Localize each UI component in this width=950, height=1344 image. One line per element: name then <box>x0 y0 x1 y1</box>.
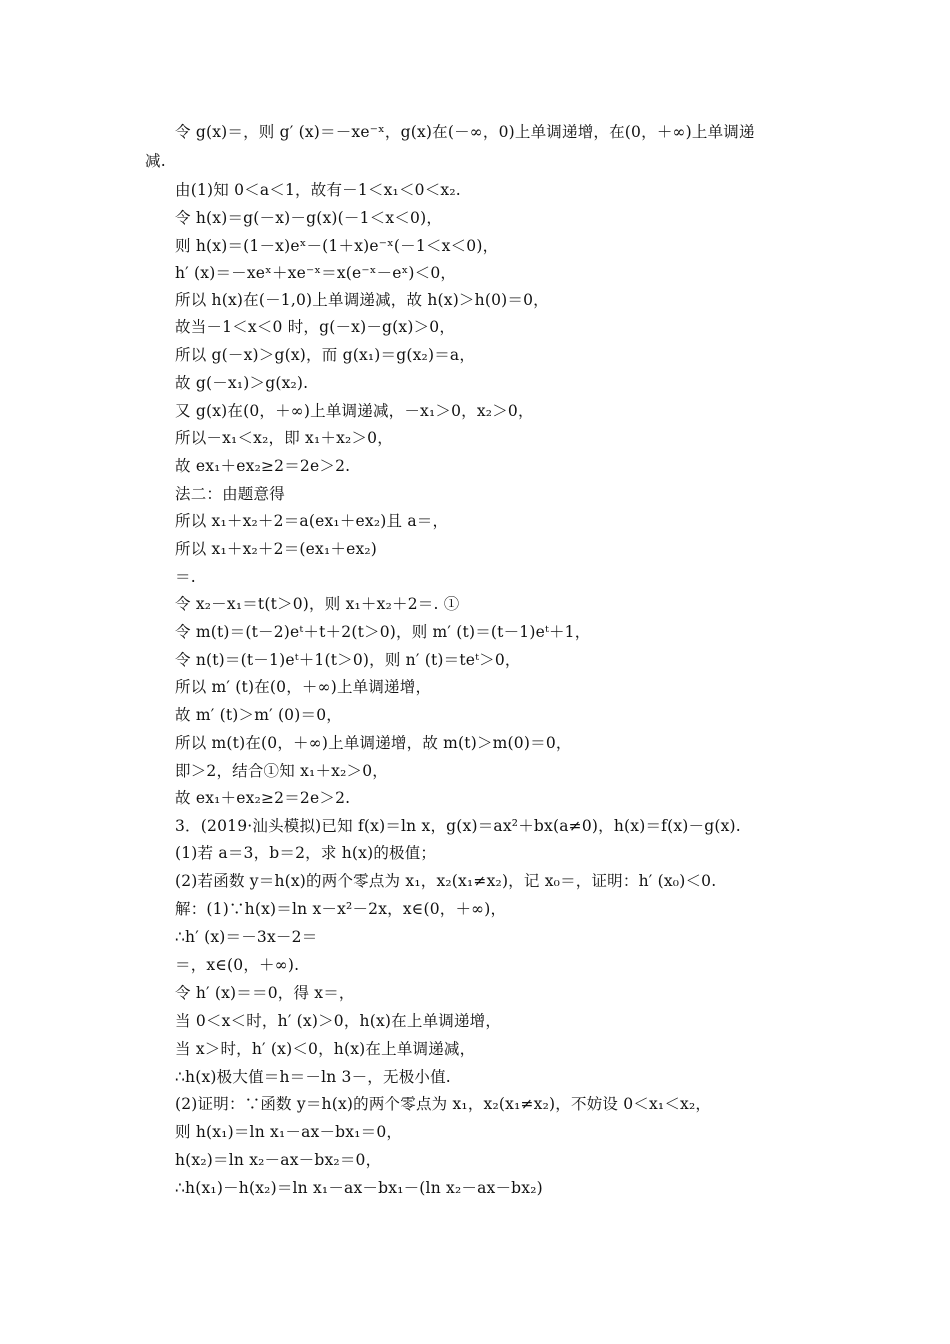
problem-statement: 3．(2019·汕头模拟)已知 f(x)＝ln x，g(x)＝ax²＋bx(a≠0)，h(x)＝f(x)－g(x). <box>175 817 741 835</box>
text-line: 当 x＞时，h′ (x)＜0，h(x)在上单调递减， <box>175 1040 476 1058</box>
text-line: 所以－x₁＜x₂，即 x₁＋x₂＞0， <box>175 429 393 447</box>
text-line: 所以 m′ (t)在(0，＋∞)上单调递增， <box>175 678 432 696</box>
text-line: 故 ex₁＋ex₂≥2＝2e＞2. <box>175 457 351 475</box>
text-line: 所以 h(x)在(－1,0)上单调递减，故 h(x)＞h(0)＝0， <box>175 291 549 309</box>
text-line: 所以 x₁＋x₂＋2＝a(ex₁＋ex₂)且 a＝， <box>175 512 449 530</box>
text-line: 令 m(t)＝(t－2)eᵗ＋t＋2(t＞0)，则 m′ (t)＝(t－1)eᵗ＋1， <box>175 623 591 641</box>
text-line: h′ (x)＝－xeˣ＋xe⁻ˣ＝x(e⁻ˣ－eˣ)＜0， <box>175 264 457 282</box>
text-line: 又 g(x)在(0，＋∞)上单调递减，－x₁＞0，x₂＞0， <box>175 402 534 420</box>
text-line: 故当－1＜x＜0 时，g(－x)－g(x)＞0， <box>175 318 456 336</box>
text-line: 则 h(x₁)＝ln x₁－ax－bx₁＝0， <box>175 1123 403 1141</box>
text-line: ∴h(x₁)－h(x₂)＝ln x₁－ax－bx₁－(ln x₂－ax－bx₂) <box>175 1179 543 1197</box>
text-line: 令 n(t)＝(t－1)eᵗ＋1(t＞0)，则 n′ (t)＝teᵗ＞0， <box>175 651 521 669</box>
text-line: ∴h′ (x)＝－3x－2＝ <box>175 928 318 946</box>
text-line: (2)证明：∵函数 y＝h(x)的两个零点为 x₁，x₂(x₁≠x₂)，不妨设 0＜x₁＜x₂， <box>175 1095 712 1113</box>
text-line: 由(1)知 0＜a＜1，故有－1＜x₁＜0＜x₂. <box>175 181 461 199</box>
text-line: ＝. <box>175 568 196 586</box>
text-line: 令 x₂－x₁＝t(t＞0)，则 x₁＋x₂＋2＝. ① <box>175 595 460 613</box>
text-line: 所以 m(t)在(0，＋∞)上单调递增，故 m(t)＞m(0)＝0， <box>175 734 572 752</box>
text-line: 故 m′ (t)＞m′ (0)＝0， <box>175 706 342 724</box>
text-line: 故 g(－x₁)＞g(x₂). <box>175 374 309 392</box>
text-line: 故 ex₁＋ex₂≥2＝2e＞2. <box>175 789 351 807</box>
text-line: (2)若函数 y＝h(x)的两个零点为 x₁，x₂(x₁≠x₂)，记 x₀＝，证明：h′ (x₀)＜0. <box>175 872 717 890</box>
text-line: ∴h(x)极大值＝h＝－ln 3－，无极小值. <box>175 1068 451 1086</box>
text-line: 即＞2，结合①知 x₁＋x₂＞0， <box>175 762 388 780</box>
text-line: 令 g(x)＝，则 g′ (x)＝－xe⁻ˣ，g(x)在(－∞，0)上单调递增，在(0，＋∞)上单调递 <box>175 123 755 141</box>
text-line: 当 0＜x＜时，h′ (x)＞0，h(x)在上单调递增， <box>175 1012 502 1030</box>
text-line: ＝，x∈(0，＋∞). <box>175 956 300 974</box>
text-line: 解：(1)∵h(x)＝ln x－x²－2x，x∈(0，＋∞)， <box>175 900 507 918</box>
text-line: h(x₂)＝ln x₂－ax－bx₂＝0， <box>175 1151 382 1169</box>
text-line: 法二：由题意得 <box>175 485 285 503</box>
text-line: 则 h(x)＝(1－x)eˣ－(1＋x)e⁻ˣ(－1＜x＜0)， <box>175 237 499 255</box>
text-line: 所以 x₁＋x₂＋2＝(ex₁＋ex₂) <box>175 540 378 558</box>
text-line: 令 h′ (x)＝＝0，得 x＝， <box>175 984 355 1002</box>
text-line: 令 h(x)＝g(－x)－g(x)(－1＜x＜0)， <box>175 209 443 227</box>
text-line: 所以 g(－x)＞g(x)，而 g(x₁)＝g(x₂)＝a， <box>175 346 476 364</box>
text-line: 减. <box>145 152 166 170</box>
text-line: (1)若 a＝3，b＝2，求 h(x)的极值； <box>175 844 437 862</box>
